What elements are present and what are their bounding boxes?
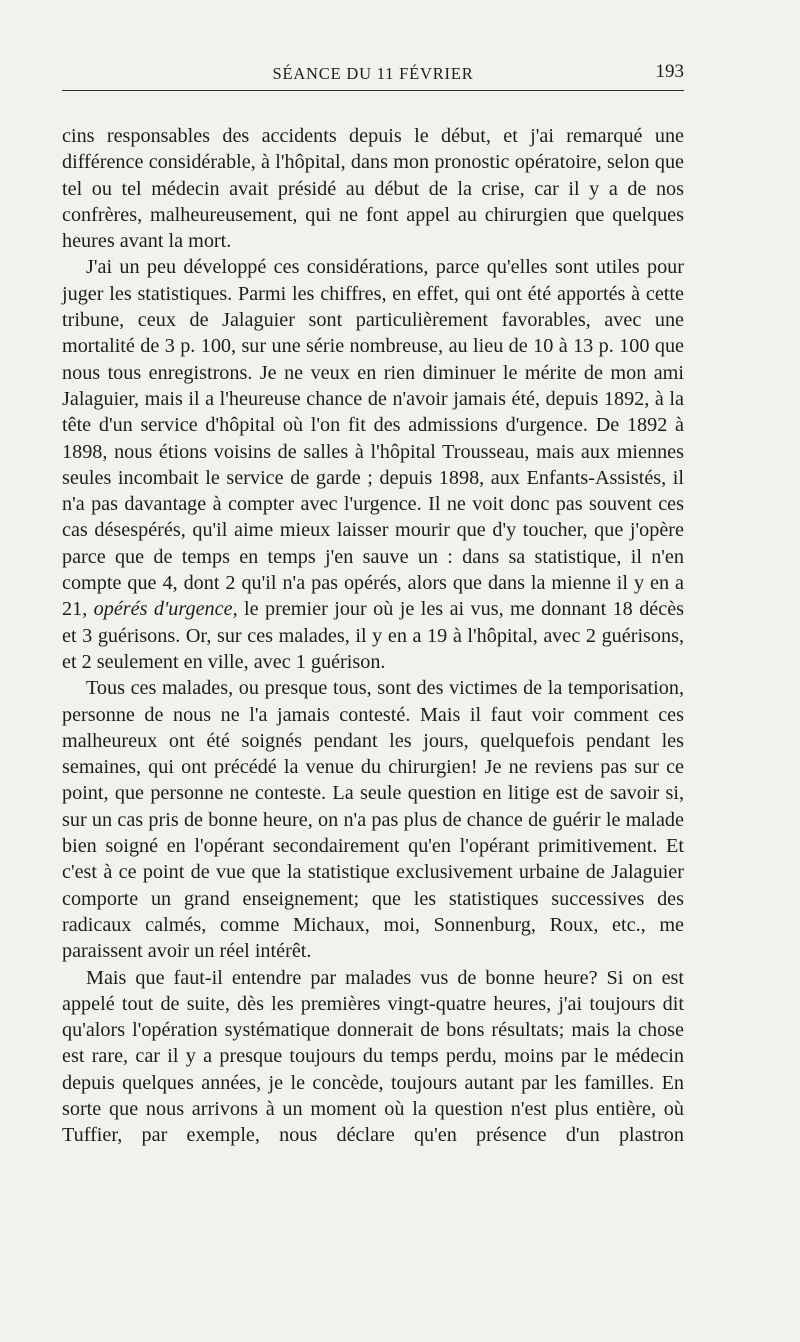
- body-text: [62, 123, 684, 1149]
- paragraph-2-italic: opérés d'urgence,: [93, 598, 238, 621]
- paragraph-2: [62, 254, 684, 675]
- paragraph-4: Mais que faut-il entendre par malades vus de bonne heure? Si on est appelé tout de suite, dès les premières vingt-quatre heures, j'ai toujours dit qu'alors l'opération systématique donnerait de bons résultats; mais la chose est rare, car il y a presque toujours du temps perdu, moins par le médecin depuis quelques années, je le concède, toujours autant par les familles. En sorte que nous arrivons à un moment où la question n'est plus entière, où Tuffier, par exemple, nous déclare qu'en présence d'un plastron: [62, 966, 684, 1147]
- paragraph-2-text-b: le premier jour où je les ai vus, me donnant 18 décès et 3 guérisons. Or, sur ces malades, il y en a 19 à l'hôpital, avec 2 guérisons, et 2 seulement en ville, avec 1 guérison.: [62, 598, 685, 673]
- book-page: [62, 56, 684, 1149]
- paragraph-3: Tous ces malades, ou presque tous, sont des victimes de la temporisation, personne de nous ne l'a jamais contesté. Mais il faut voir comment ces malheureux ont été soignés pendant les jours, quelquefois pendant les semaines, qui ont précédé la venue du chirurgien! Je ne reviens pas sur ce point, que personne ne conteste. La seule question en litige est de savoir si, sur un cas pris de bonne heure, on n'a pas plus de chance de guérir le malade bien soigné en l'opérant secondairement qu'en l'opérant primitivement. Et c'est à ce point de vue que la statistique exclusivement urbaine de Jalaguier comporte un grand enseignement; que les statistiques successives des radicaux calmés, comme Michaux, moi, Sonnenburg, Roux, etc., me paraissent avoir un réel intérêt.: [62, 677, 684, 963]
- paragraph-2-text-a: J'ai un peu développé ces considérations, parce qu'elles sont utiles pour juger les statistiques. Parmi les chiffres, en effet, qui ont été apportés à cette tribune, ceux de Jalaguier sont particulièrement favorables, avec une mortalité de 3 p. 100, sur une série nombreuse, au lieu de 10 à 13 p. 100 que nous tous enregistrons. Je ne veux en rien diminuer le mérite de mon ami Jalaguier, mais il a l'heureuse chance de n'avoir jamais été, depuis 1892, à la tête d'un service d'hôpital où l'on fit des admissions d'urgence. De 1892 à 1898, nous étions voisins de salles à l'hôpital Trousseau, mais aux miennes seules incombait le service de garde ; depuis 1898, aux Enfants-Assistés, il n'a pas davantage à compter avec l'urgence. Il ne voit donc pas souvent ces cas désespérés, qu'il aime mieux laisser mourir que d'y toucher, que j'opère parce que de temps en temps j'en sauve un : dans sa statistique, il n'en compte que 4, dont 2 qu'il n'a pas opérés, alors que dans la mienne il y en a 21,: [62, 256, 684, 621]
- page-number: 193: [655, 61, 684, 82]
- paragraph-1: cins responsables des accidents depuis le début, et j'ai remarqué une différence considérable, à l'hôpital, dans mon pronostic opératoire, selon que tel ou tel médecin avait présidé au début de la crise, car il y a de nos confrères, malheureusement, qui ne font appel au chirurgien que quelques heures avant la mort.: [62, 125, 684, 253]
- running-header: [62, 56, 684, 91]
- running-title: SÉANCE DU 11 FÉVRIER: [272, 64, 474, 83]
